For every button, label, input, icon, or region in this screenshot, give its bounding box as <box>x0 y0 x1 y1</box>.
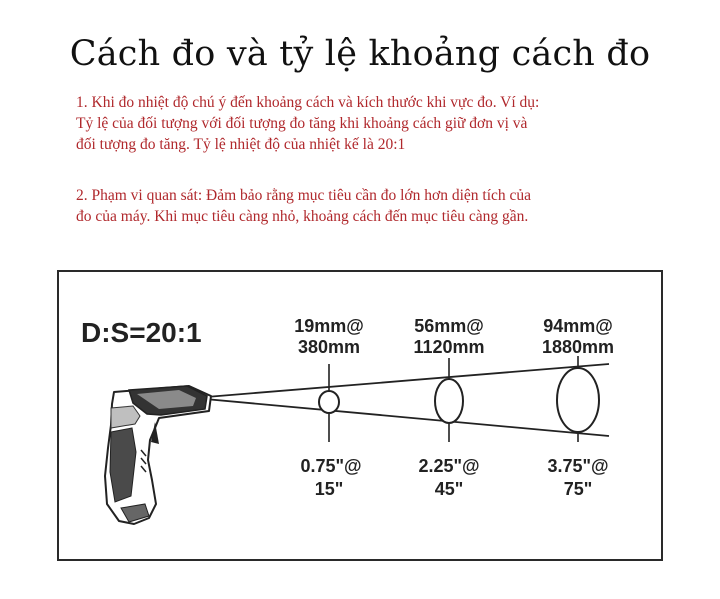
spot-1-ellipse <box>319 391 339 413</box>
note-2-line: 2. Phạm vi quan sát: Đảm bảo rằng mục tiêu cần đo lớn hơn diện tích của <box>76 187 532 204</box>
ds-ratio-label: D:S=20:1 <box>81 317 202 348</box>
target-2-metric-spot: 56mm@ <box>414 316 484 336</box>
cone-upper-line <box>194 364 609 398</box>
distance-to-spot-diagram <box>57 270 663 561</box>
target-3-metric-distance: 1880mm <box>541 337 615 357</box>
target-1-imperial-distance: 15" <box>314 479 344 499</box>
target-1-metric-spot: 19mm@ <box>294 316 364 336</box>
target-3-imperial-distance: 75" <box>563 479 593 499</box>
spot-2-ellipse <box>435 379 463 423</box>
target-3-metric-spot: 94mm@ <box>543 316 613 336</box>
note-1-line: Tỷ lệ của đối tượng với đối tượng đo tăng khi khoảng cách giữ đơn vị và <box>76 115 528 132</box>
diagram-canvas <box>59 272 661 559</box>
note-1-line: 1. Khi đo nhiệt độ chú ý đến khoảng cách và kích thước khi vực đo. Ví dụ: <box>76 94 540 111</box>
target-2-imperial-distance: 45" <box>434 479 464 499</box>
target-1-imperial-spot: 0.75"@ <box>300 456 362 476</box>
target-2-imperial-spot: 2.25"@ <box>418 456 480 476</box>
cone-lower-line <box>194 398 609 436</box>
spot-3-ellipse <box>557 368 599 432</box>
infrared-thermometer-icon <box>105 386 211 524</box>
measurement-note-2 <box>76 185 686 227</box>
target-3-imperial-spot: 3.75"@ <box>547 456 609 476</box>
note-1-line: đối tượng đo tăng. Tỷ lệ nhiệt độ của nhiệt kế là 20:1 <box>76 136 406 153</box>
target-2-metric-distance: 1120mm <box>413 337 485 357</box>
target-1-metric-distance: 380mm <box>297 337 361 357</box>
measurement-note-1 <box>76 92 686 155</box>
page-title: Cách đo và tỷ lệ khoảng cách đo <box>69 34 651 74</box>
note-2-line: đo của máy. Khi mục tiêu càng nhỏ, khoảng cách đến mục tiêu càng gần. <box>76 208 529 225</box>
